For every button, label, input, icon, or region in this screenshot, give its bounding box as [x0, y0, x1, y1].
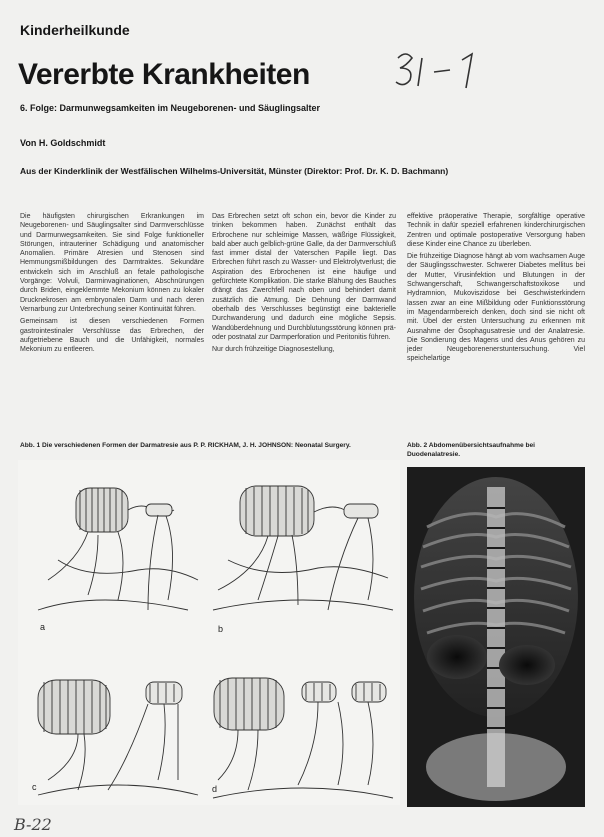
article-title: Vererbte Krankheiten	[18, 58, 310, 91]
paragraph: Nur durch frühzeitige Diagnosestellung,	[212, 346, 335, 354]
paragraph: Die frühzeitige Diagnose hängt ab vom wachsamen Auge der Säuglingsschwester. Schwerer Diabetes mellitus bei der Mutter, Virusinfektion und Blutungen in der Schwangerschaft, Schwangerschaftstoxikose und Hydramnion, Mukoviszidose bei Geschwisterkindern lassen zwar an eine Mißbildung oder Funktionsstörung im Magendarmbereich denken, doch sind sie nicht oft mit. Übel der ersten Untersuchung zu erkennen mit Ausnahme der Ösophagusatresie und der Analatresie. Die Sondierung des Magens und des Anus gehören zu jeder Neugeborenenerstuntersuchung. Viel speichelartige	[407, 253, 585, 363]
text-column-2	[212, 212, 396, 357]
page-number: B-22	[14, 815, 52, 834]
figure-2-caption: Abb. 2 Abdomenübersichtsaufnahme bei Duodenalatresie.	[407, 442, 535, 458]
paragraph: Die häufigsten chirurgischen Erkrankungen im Neugeborenen- und Säuglingsalter sind Darmverschlüsse und Darmunwegsamkeiten. Sie sind Folge funktioneller Störungen, intrauteriner Schädigung und anatomischer Anomalien. Primäre Atresien und Stenosen sind Hemmungsmißbildungen des Darmtraktes. Sekundäre entwickeln sich im Anschluß an fetale pathologische Vorgänge: Volvuli, Darminvaginationen, Abschnürungen durch Briden, eingeklemmte Mekonium können zu lokaler Drucknekrosen am embryonalen Darm und nach deren Vernarbung zur Unterbrechung seiner Kontinuität führen.	[20, 213, 204, 313]
figure-2-xray-image	[407, 467, 585, 807]
panel-a-label: a	[40, 622, 46, 632]
panel-b-label: b	[218, 624, 224, 634]
article-subtitle: 6. Folge: Darmunwegsamkeiten im Neugeborenen- und Säuglingsalter	[20, 103, 321, 113]
author-line: Von H. Goldschmidt	[20, 138, 106, 148]
paragraph: Gemeinsam ist diesen verschiedenen Formen gastrointestinaler Verschlüsse das Erbrechen, der aufgetriebene Bauch und die Unfähigkeit, normales Mekonium zu entleeren.	[20, 318, 204, 354]
paragraph: Das Erbrechen setzt oft schon ein, bevor die Kinder zu trinken bekommen haben. Zunächst enthält das Erbrochene nur schleimige Massen, wäßrige Flüssigkeit, bald aber auch gelblich-grüne Galle, da der Darmverschluß fast immer distal der Vaterschen Papille liegt. Das Erbrechen führt rasch zu Wasser- und Elektrolytverlust; die Aspiration des Erbrochenen ist eine häufige und gefürchtete Komplikation. Die starke Blähung des Bauches drängt das Zwerchfell nach oben und behindert damit zusätzlich die Atmung. Die Dehnung der Darmwand oberhalb des Verschlusses begünstigt eine bakterielle Durchwanderung und dadurch eine mögliche Sepsis. Wandüberdehnung und Durchblutungsstörung können prä- oder postnatal zur Darmperforation und Peritonitis führen.	[212, 213, 396, 341]
panel-d-label: d	[212, 784, 218, 794]
affiliation-line: Aus der Kinderklinik der Westfälischen Wilhelms-Universität, Münster (Direktor: Prof. Dr. K. D. Bachmann)	[20, 166, 449, 176]
text-column-3	[407, 212, 585, 367]
section-heading: Kinderheilkunde	[20, 22, 130, 38]
figure-1-caption: Abb. 1 Die verschiedenen Formen der Darmatresie aus P. P. RICKHAM, J. H. JOHNSON: Neonatal Surgery.	[20, 442, 351, 449]
text-column-1	[20, 212, 204, 357]
paragraph: effektive präoperative Therapie, sorgfältige operative Technik in dafür speziell erfahrenen kinderchirurgischen Zentren und optimale postoperative Versorgung haben diese Kinder eine Chance zu überleben.	[407, 213, 585, 248]
handwritten-note-annotation	[392, 46, 488, 94]
figure-1-atresia-drawings	[18, 460, 400, 805]
panel-c-label: c	[32, 782, 37, 792]
